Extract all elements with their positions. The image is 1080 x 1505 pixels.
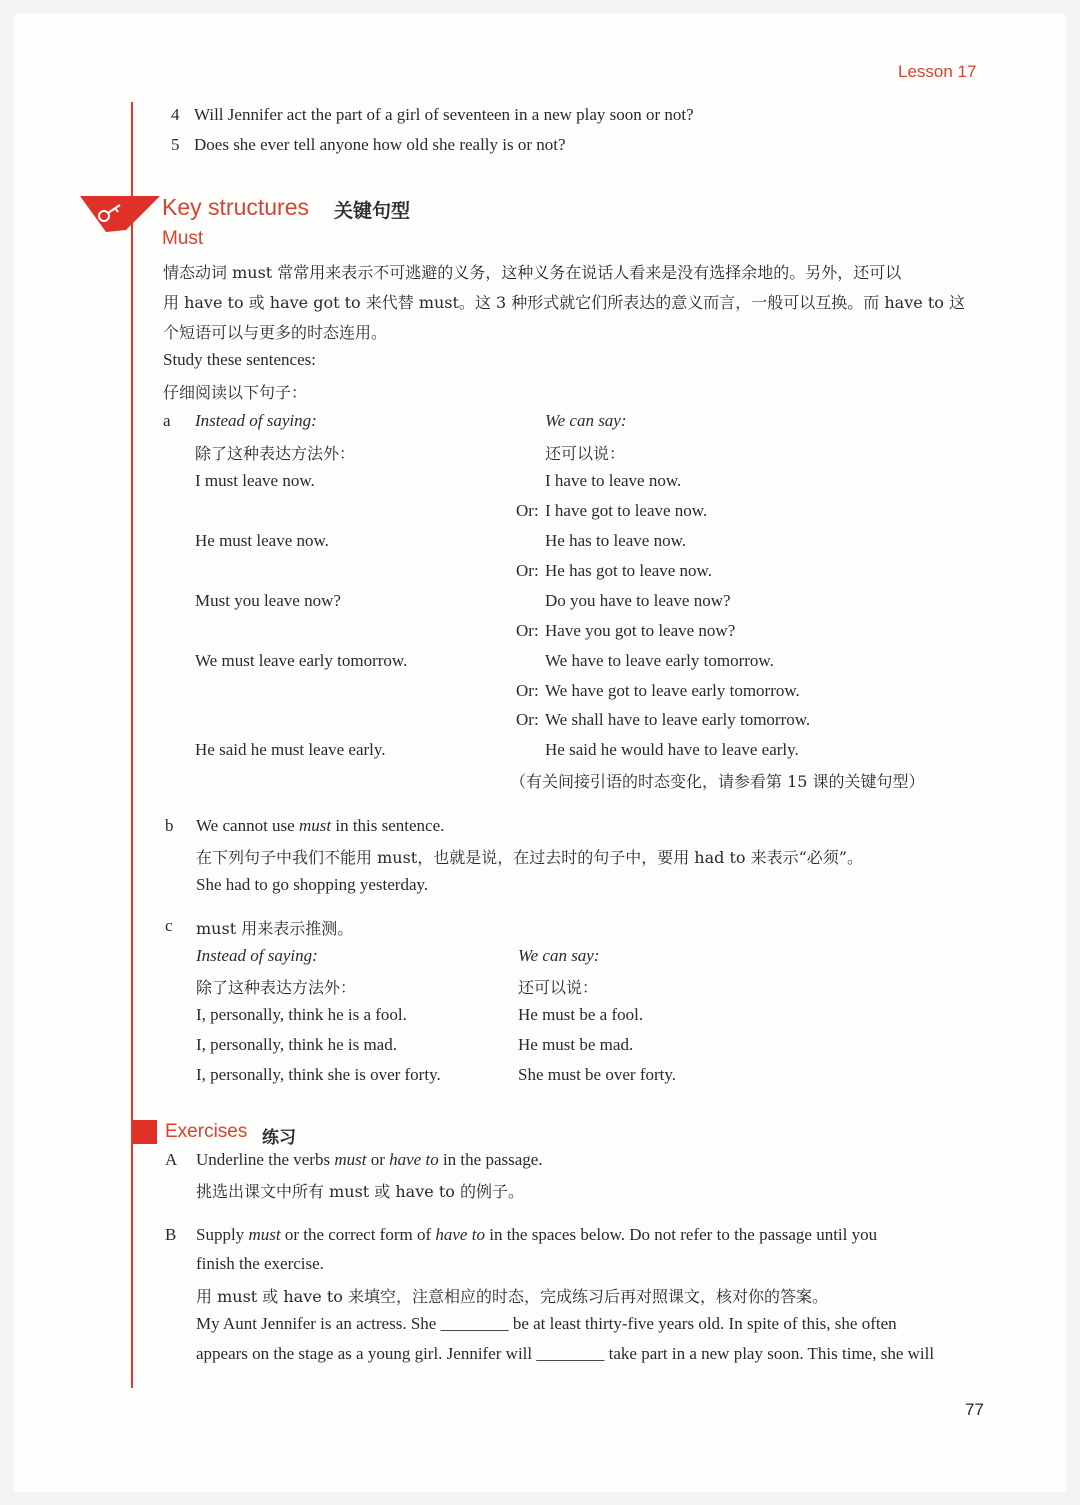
example-right: Have you got to leave now? <box>545 621 736 640</box>
key-icon <box>80 190 162 232</box>
exercise-b-passage-line: appears on the stage as a young girl. Jennifer will ________ take part in a new play soon. This time, she will <box>196 1344 935 1363</box>
exercise-b-instruction: Supply must or the correct form of have to in the spaces below. Do not refer to the passage until you <box>196 1225 878 1244</box>
study-instruction: Study these sentences: <box>163 350 316 369</box>
example-right: I have got to leave now. <box>545 501 708 520</box>
section-title-exercises: Exercises <box>165 1121 248 1142</box>
question-text: Will Jennifer act the part of a girl of seventeen in a new play soon or not? <box>194 105 694 124</box>
column-head-left-zh: 除了这种表达方法外： <box>195 444 356 463</box>
column-head-right: We can say: <box>518 946 600 965</box>
exercises-title-zh: 练习 <box>262 1128 296 1147</box>
example-left: He said he must leave early. <box>195 740 386 759</box>
page-number: 77 <box>965 1400 984 1419</box>
exercise-b-passage-line: My Aunt Jennifer is an actress. She ________ be at least thirty-five years old. In spite of this, she often <box>196 1314 897 1333</box>
example-right: We have got to leave early tomorrow. <box>545 681 800 700</box>
section-letter: c <box>165 916 173 935</box>
section-b-zh: 在下列句子中我们不能用 must，也就是说，在过去时的句子中，要用 had to 来表示“必须”。 <box>196 848 863 867</box>
example-left: I, personally, think he is a fool. <box>196 1005 407 1024</box>
column-head-left: Instead of saying: <box>195 411 317 430</box>
or-label: Or: <box>516 710 539 729</box>
section-title-zh: 关键句型 <box>334 201 411 222</box>
answer-blank: ________ <box>536 1344 605 1363</box>
lesson-header: Lesson 17 <box>898 62 977 81</box>
section-title-key-structures: Key structures <box>162 194 309 220</box>
column-head-left-zh: 除了这种表达方法外： <box>196 978 357 997</box>
reference-note: （有关间接引语的时态变化，请参看第 15 课的关键句型） <box>510 772 925 791</box>
section-b-text: We cannot use must in this sentence. <box>196 816 445 835</box>
column-head-left: Instead of saying: <box>196 946 318 965</box>
column-head-right: We can say: <box>545 411 627 430</box>
exercise-a-instruction: Underline the verbs must or have to in the passage. <box>196 1150 543 1169</box>
or-label: Or: <box>516 501 539 520</box>
example-right: He has got to leave now. <box>545 561 712 580</box>
exercise-b-instruction-cont: finish the exercise. <box>196 1254 324 1273</box>
answer-blank: ________ <box>440 1314 509 1333</box>
column-head-right-zh: 还可以说： <box>518 978 599 997</box>
section-letter: a <box>163 411 171 430</box>
example-right: She must be over forty. <box>518 1065 677 1084</box>
question-text: Does she ever tell anyone how old she really is or not? <box>194 135 566 154</box>
example-right: He said he would have to leave early. <box>545 740 799 759</box>
section-b-example: She had to go shopping yesterday. <box>196 875 429 894</box>
study-instruction-zh: 仔细阅读以下句子： <box>163 383 308 402</box>
intro-line: 用 have to 或 have got to 来代替 must。这 3 种形式就它们所表达的意义而言，一般可以互换。而 have to 这 <box>163 293 965 312</box>
example-right: He must be mad. <box>518 1035 634 1054</box>
example-right: We have to leave early tomorrow. <box>545 651 774 670</box>
textbook-page <box>14 14 1066 1492</box>
or-label: Or: <box>516 561 539 580</box>
example-right: Do you have to leave now? <box>545 591 731 610</box>
exercise-letter: A <box>165 1150 178 1169</box>
question-number: 5 <box>171 135 180 154</box>
example-right: We shall have to leave early tomorrow. <box>545 710 811 729</box>
question-number: 4 <box>171 105 180 124</box>
intro-line: 情态动词 must 常常用来表示不可逃避的义务，这种义务在说话人看来是没有选择余地的。另外，还可以 <box>163 263 902 282</box>
section-c-title: must 用来表示推测。 <box>196 919 354 938</box>
example-right: He must be a fool. <box>518 1005 644 1024</box>
example-left: I, personally, think he is mad. <box>196 1035 397 1054</box>
subheading-must: Must <box>162 228 204 249</box>
example-left: He must leave now. <box>195 531 329 550</box>
example-left: I must leave now. <box>195 471 315 490</box>
example-left: Must you leave now? <box>195 591 341 610</box>
exercise-b-zh: 用 must 或 have to 来填空，注意相应的时态，完成练习后再对照课文，核对你的答案。 <box>196 1287 828 1306</box>
margin-rule <box>131 102 133 1388</box>
exercises-marker <box>133 1120 157 1144</box>
example-right: He has to leave now. <box>545 531 686 550</box>
example-right: I have to leave now. <box>545 471 682 490</box>
example-left: We must leave early tomorrow. <box>195 651 408 670</box>
or-label: Or: <box>516 621 539 640</box>
section-letter: b <box>165 816 174 835</box>
or-label: Or: <box>516 681 539 700</box>
exercise-a-zh: 挑选出课文中所有 must 或 have to 的例子。 <box>196 1182 524 1201</box>
exercise-letter: B <box>165 1225 177 1244</box>
intro-line: 个短语可以与更多的时态连用。 <box>163 323 388 342</box>
example-left: I, personally, think she is over forty. <box>196 1065 441 1084</box>
column-head-right-zh: 还可以说： <box>545 444 626 463</box>
